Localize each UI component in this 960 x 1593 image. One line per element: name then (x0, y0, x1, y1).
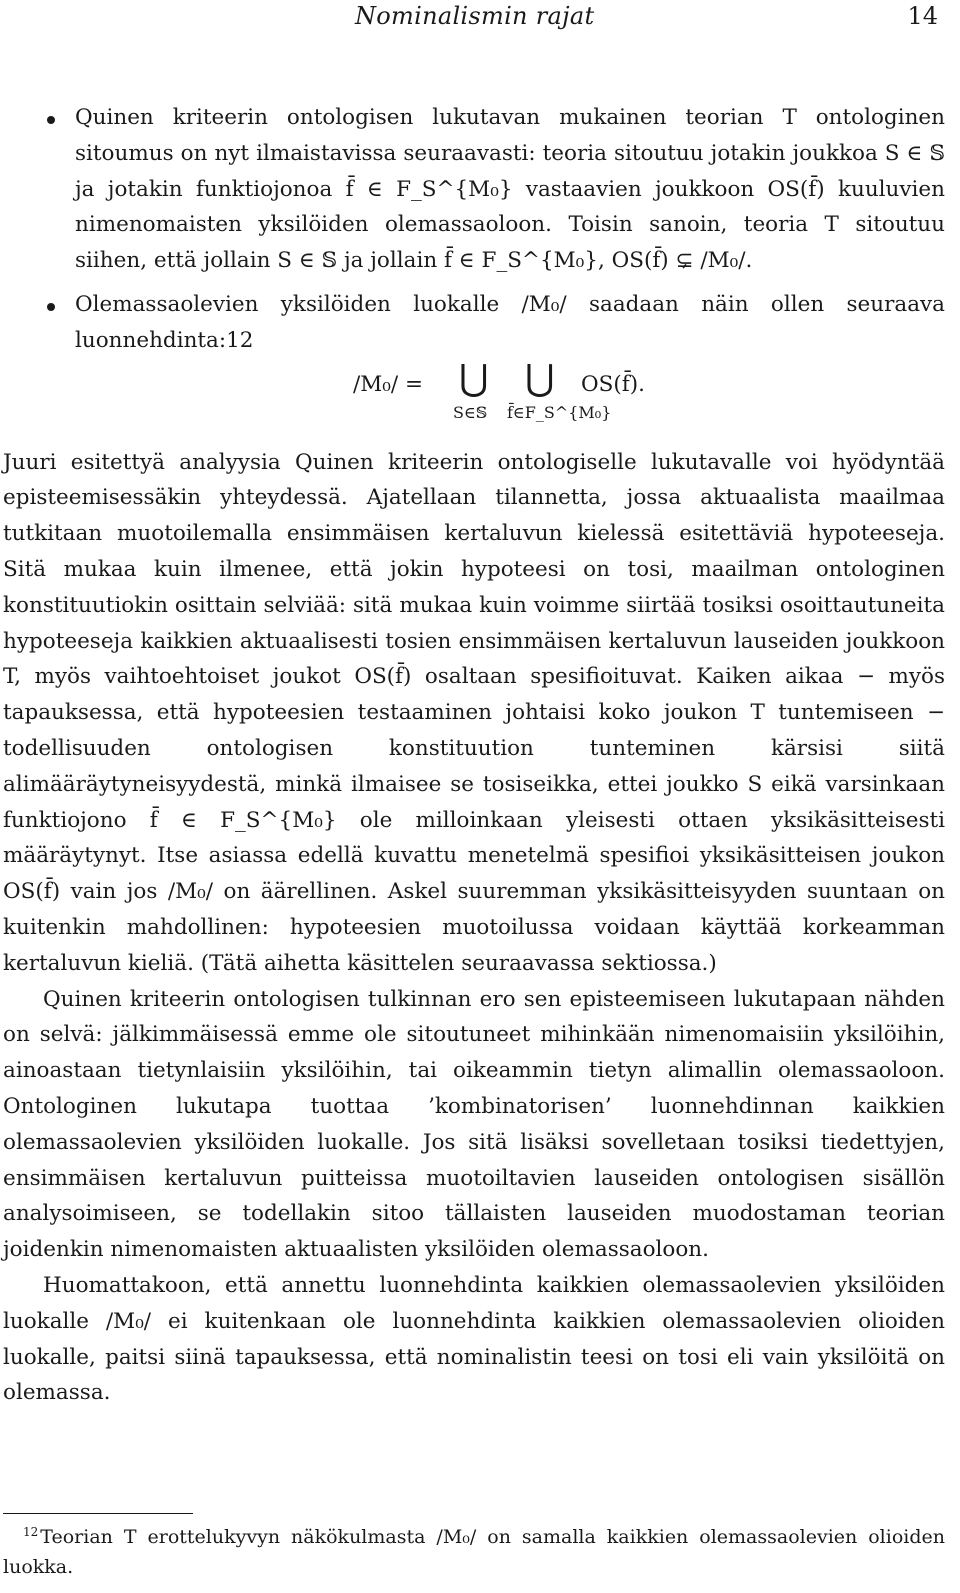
page-number: 14 (907, 2, 938, 30)
union-subscript: S∈𝕊 (453, 402, 488, 422)
page-header (0, 0, 960, 40)
bullet-list (3, 100, 945, 359)
paragraph: Juuri esitettyä analyysia Quinen kriteerin ontologiselle lukutavalle voi hyödyntää episteemisessäkin yhteydessä. Ajatellaan tilannetta, jossa aktuaalista maailmaa tutkitaan muotoilemalla ensimmäisen kertaluvun kielessä esitettäviä hypoteeseja. Sitä mukaa kuin ilmenee, että jokin hypoteesi on tosi, maailman ontologinen konstituutiokin osittain selviää: sitä mukaa kuin voimme siirtää tosiksi osoittautuneita hypoteeseja kaikkien aktuaalisesti tosien ensimmäisen kertaluvun lauseiden joukkoon T, myös vaihtoehtoiset joukot OS(f̄) osaltaan spesifioituvat. Kaiken aikaa − myös tapauksessa, että hypoteesien testaaminen johtaisi koko joukon T tuntemiseen − todellisuuden ontologisen konstituution tunteminen kärsisi siitä alimääräytyneisyydestä, minkä ilmaisee se tosiseikka, ettei joukko S eikä varsinkaan funktiojono f̄ ∈ F_S^{M₀} ole milloinkaan yleisesti ottaen yksikäsitteisesti määräytynyt. Itse asiassa edellä kuvattu menetelmä spesifioi yksikäsitteisen joukon OS(f̄) vain jos /M₀/ on äärellinen. Askel suuremman yksikäsitteisyyden suuntaan on kuitenkin mahdollinen: hypoteesien muotoilussa voidaan käyttää korkeamman kertaluvun kieliä. (Tätä aihetta käsittelen seuraavassa sektiossa.) (3, 449, 945, 976)
bullet-item (3, 287, 945, 359)
formula-lhs: /M₀/ = (353, 371, 423, 397)
bullet-text: Quinen kriteerin ontologisen lukutavan mukainen teorian T ontologinen sitoumus on nyt ilmaistavissa seuraavasti: teoria sitoutuu jotakin joukkoa S ∈ 𝕊 ja jotakin funktiojonoa f̄ ∈ F_S^{M₀} vastaavien joukkoon OS(f̄) kuuluvien nimenomaisten yksilöiden olemassaoloon. Toisin sanoin, teoria T sitoutuu siihen, että jollain S ∈ 𝕊 ja jollain f̄ ∈ F_S^{M₀}, OS(f̄) ⊊ /M₀/. (75, 105, 945, 274)
footnote-divider (3, 1513, 193, 1514)
footnote (3, 1517, 945, 1582)
union-subscript: f̄∈F_S^{M₀} (507, 402, 612, 422)
paragraph: Quinen kriteerin ontologisen tulkinnan ero sen episteemiseen lukutapaan nähden on selvä: jälkimmäisessä emme ole sitoutuneet mihinkään nimenomaisiin yksilöihin, ainoastaan tietynlaisiin yksilöihin, tai oikeammin tietyn alimallin olemassaoloon. Ontologinen lukutapa tuottaa ’kombinatorisen’ luonnehdinnan kaikkien olemassaolevien yksilöiden luokalle. Jos sitä lisäksi sovelletaan tosiksi tiedettyjen, ensimmäisen kertaluvun puitteissa muotoiltavien lauseiden ontologisen sisällön analysoimiseen, se todellakin sitoo tällaisten lauseiden muodostaman teorian joidenkin nimenomaisten aktuaalisten yksilöiden olemassaoloon. (3, 986, 945, 1263)
running-head: Nominalismin rajat (355, 2, 595, 30)
display-formula (75, 359, 945, 445)
footnote-text: Teorian T erottelukyvyn näkökulmasta /M₀/ on samalla kaikkien olemassaolevien olioiden luokka. (3, 1526, 945, 1578)
paragraph: Huomattakoon, että annettu luonnehdinta kaikkien olemassaolevien yksilöiden luokalle /M₀/ ei kuitenkaan ole luonnehdinta kaikkien olemassaolevien olioiden luokalle, paitsi siinä tapauksessa, että nominalistin teesi on tosi eli vain yksilöitä on olemassa. (3, 1272, 945, 1406)
formula-rhs: OS(f̄). (581, 371, 645, 397)
footnote-number: 12 (23, 1525, 39, 1539)
bullet-text: Olemassaolevien yksilöiden luokalle /M₀/ saadaan näin ollen seuraava luonnehdinta:12 (75, 291, 945, 353)
bullet-icon (47, 303, 55, 311)
big-union-symbol: ⋃ (459, 357, 489, 399)
big-union-symbol: ⋃ (525, 357, 555, 399)
bullet-item (3, 100, 945, 279)
body-text (3, 100, 945, 1411)
bullet-icon (47, 116, 55, 124)
